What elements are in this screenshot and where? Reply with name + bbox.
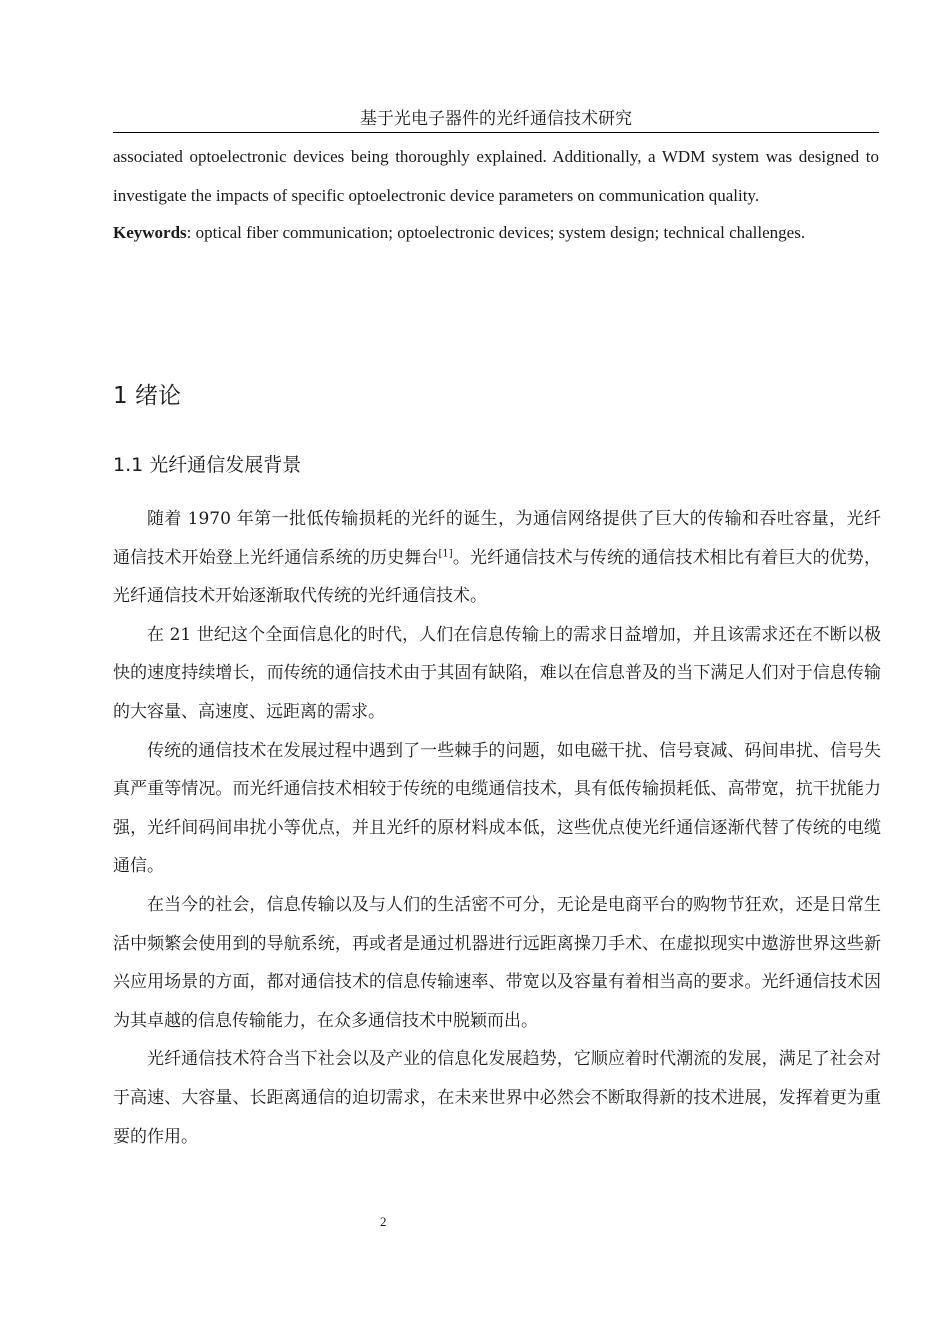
chapter-heading: 1 绪论 [113, 383, 181, 409]
paragraph-1 [113, 500, 881, 616]
paragraph-5: 光纤通信技术符合当下社会以及产业的信息化发展趋势，它顺应着时代潮流的发展，满足了社会对于高速、大容量、长距离通信的迫切需求，在未来世界中必然会不断取得新的技术进展，发挥着更为重要的作用。 [113, 1049, 881, 1147]
citation-ref[interactable]: [1] [438, 547, 453, 559]
paragraph-2: 在 21 世纪这个全面信息化的时代，人们在信息传输上的需求日益增加，并且该需求还在不断以极快的速度持续增长，而传统的通信技术由于其固有缺陷，难以在信息普及的当下满足人们对于信息传输的大容量、高速度、远距离的需求。 [113, 624, 881, 722]
paragraph-4: 在当今的社会，信息传输以及与人们的生活密不可分，无论是电商平台的购物节狂欢，还是日常生活中频繁会使用到的导航系统，再或者是通过机器进行远距离操刀手术、在虚拟现实中遨游世界这些新兴应用场景的方面，都对通信技术的信息传输速率、带宽以及容量有着相当高的要求。光纤通信技术因为其卓越的信息传输能力，在众多通信技术中脱颖而出。 [113, 894, 881, 1031]
section-heading: 1.1 光纤通信发展背景 [113, 454, 302, 476]
running-header: 基于光电子器件的光纤通信技术研究 [113, 108, 879, 133]
keywords-label: Keywords [113, 223, 187, 242]
paragraph-1-text-a: 随着 1970 年第一批低传输损耗的光纤的诞生，为通信网络提供了巨大的传输和吞吐容量，光纤通信技术开始登上光纤通信系统的历史舞台 [113, 509, 881, 568]
abstract-text: associated optoelectronic devices being thoroughly explained. Additionally, a WDM system was designed to investigate the impacts of specific optoelectronic device parameters on communication quality. [113, 147, 879, 205]
paragraph-1-text-b: 。光纤通信技术与传统的通信技术相比有着巨大的优势，光纤通信技术开始逐渐取代传统的光纤通信技术。 [113, 547, 881, 607]
page-number: 2 [380, 1214, 387, 1229]
abstract-continuation [113, 137, 879, 252]
paragraph-3: 传统的通信技术在发展过程中遇到了一些棘手的问题，如电磁干扰、信号衰减、码间串扰、信号失真严重等情况。而光纤通信技术相较于传统的电缆通信技术，具有低传输损耗低、高带宽，抗干扰能力强，光纤间码间串扰小等优点，并且光纤的原材料成本低，这些优点使光纤通信逐渐代替了传统的电缆通信。 [113, 740, 881, 877]
body-text [113, 500, 881, 1156]
keywords-text: : optical fiber communication; optoelectronic devices; system design; technical challenges. [186, 223, 806, 242]
keywords-line [113, 213, 879, 252]
